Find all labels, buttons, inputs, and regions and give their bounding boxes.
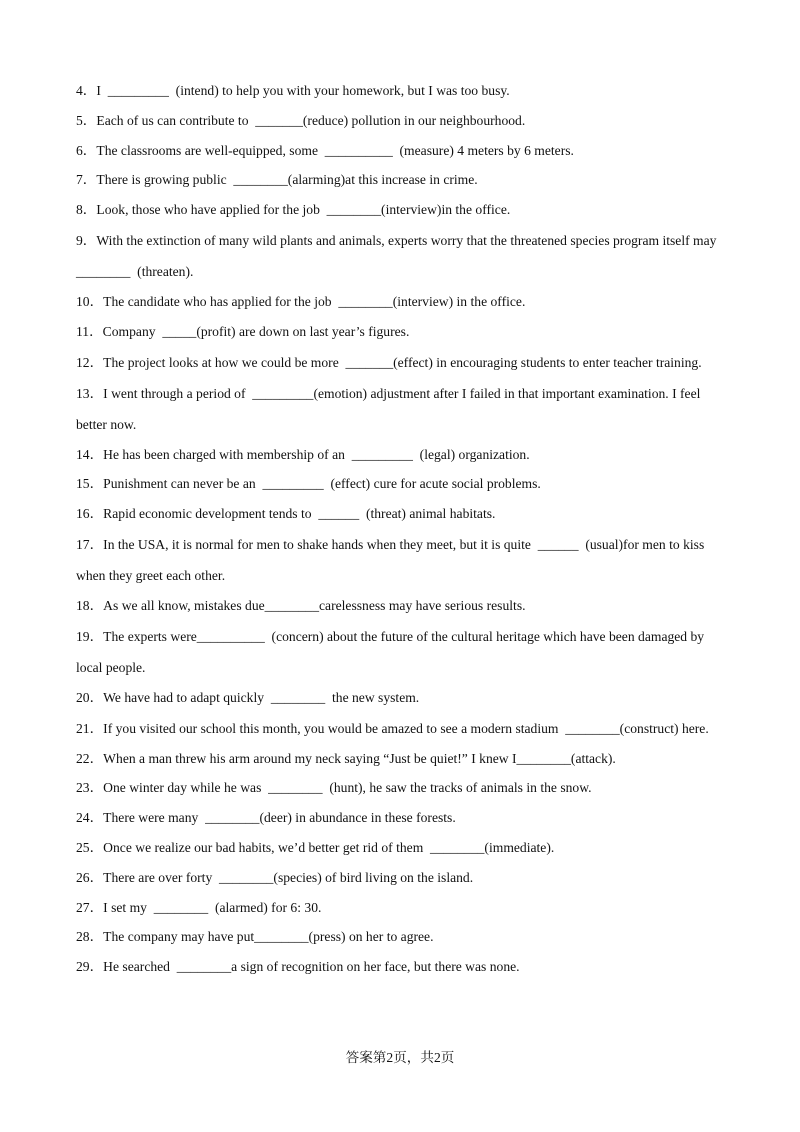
question-8: 8．Look, those who have applied for the job ________(interview)in the office. (76, 202, 511, 218)
question-7: 7．There is growing public ________(alarming)at this increase in crime. (76, 172, 478, 188)
question-18: 18．As we all know, mistakes due________carelessness may have serious results. (76, 597, 526, 613)
question-29: 29．He searched ________a sign of recognition on her face, but there was none. (76, 959, 520, 975)
question-13: 13．I went through a period of _________(emotion) adjustment after I failed in that important examination. I feel better now. (76, 385, 704, 432)
question-25: 25．Once we realize our bad habits, we’d better get rid of them ________(immediate). (76, 839, 555, 855)
question-9: 9．With the extinction of many wild plants and animals, experts worry that the threatened species program itself may ________ (threaten). (76, 232, 724, 279)
question-15: 15．Punishment can never be an _________ (effect) cure for acute social problems. (76, 476, 541, 492)
question-23: 23．One winter day while he was ________ (hunt), he saw the tracks of animals in the snow. (76, 780, 592, 796)
question-22: 22．When a man threw his arm around my neck saying “Just be quiet!” I knew I________(attack). (76, 750, 616, 766)
question-27: 27．I set my ________ (alarmed) for 6: 30. (76, 899, 322, 915)
question-28: 28．The company may have put________(press) on her to agree. (76, 929, 434, 945)
question-12: 12．The project looks at how we could be more _______(effect) in encouraging students to enter teacher training. (76, 354, 702, 370)
question-5: 5．Each of us can contribute to _______(reduce) pollution in our neighbourhood. (76, 112, 526, 128)
question-11: 11．Company _____(profit) are down on last year’s figures. (76, 323, 410, 339)
question-10: 10．The candidate who has applied for the job ________(interview) in the office. (76, 293, 526, 309)
question-24: 24．There were many ________(deer) in abundance in these forests. (76, 810, 456, 826)
question-19: 19．The experts were__________ (concern) about the future of the cultural heritage which have been damaged by local people. (76, 628, 708, 675)
question-26: 26．There are over forty ________(species) of bird living on the island. (76, 869, 474, 885)
question-list (76, 76, 726, 982)
question-14: 14．He has been charged with membership of an _________ (legal) organization. (76, 446, 530, 462)
question-16: 16．Rapid economic development tends to ______ (threat) animal habitats. (76, 506, 496, 522)
page-footer: 答案第2页，共2页 (345, 1050, 455, 1065)
question-6: 6．The classrooms are well-equipped, some __________ (measure) 4 meters by 6 meters. (76, 142, 574, 158)
question-17: 17．In the USA, it is normal for men to shake hands when they meet, but it is quite ______ (usual)for men to kiss when they greet each other. (76, 536, 708, 583)
question-4: 4．I _________ (intend) to help you with your homework, but I was too busy. (76, 83, 510, 98)
question-20: 20．We have had to adapt quickly ________ the new system. (76, 689, 420, 705)
question-21: 21．If you visited our school this month, you would be amazed to see a modern stadium ________(construct) here. (76, 720, 709, 736)
